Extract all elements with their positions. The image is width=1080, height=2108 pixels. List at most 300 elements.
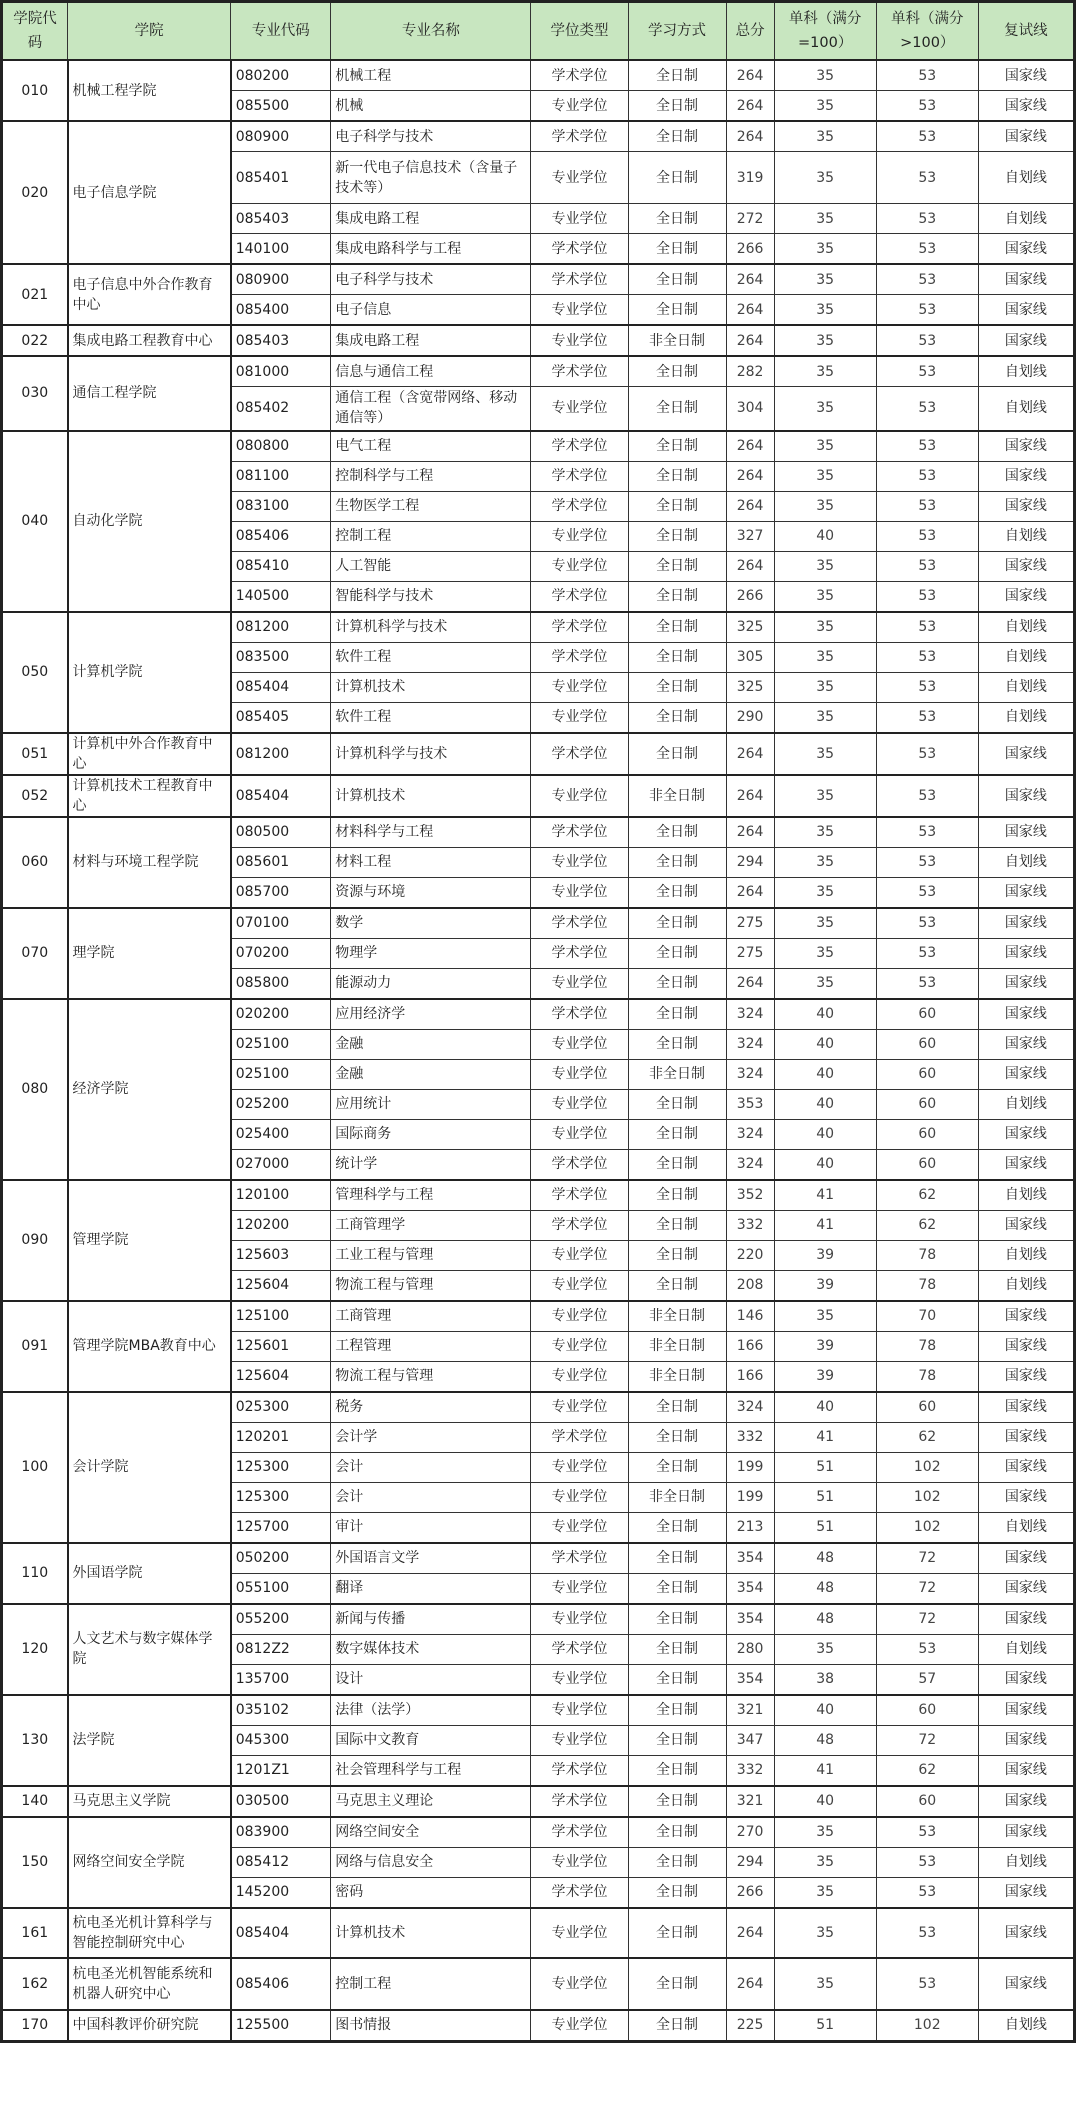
- college-name-cell: 管理学院MBA教育中心: [68, 1301, 231, 1392]
- major-code-cell: 120201: [231, 1422, 331, 1452]
- study-mode-cell: 全日制: [628, 356, 726, 387]
- major-name-cell: 物理学: [331, 938, 531, 968]
- study-mode-cell: 全日制: [628, 733, 726, 775]
- total-score-cell: 332: [726, 1210, 774, 1240]
- total-score-cell: 266: [726, 234, 774, 265]
- single-100-cell: 40: [774, 1786, 876, 1817]
- study-mode-cell: 全日制: [628, 521, 726, 551]
- table-row: [2, 1908, 1075, 1958]
- study-mode-cell: 全日制: [628, 1695, 726, 1726]
- degree-type-cell: 学术学位: [531, 612, 628, 643]
- college-code-cell: 130: [2, 1695, 68, 1786]
- total-score-cell: 264: [726, 1908, 774, 1958]
- major-code-cell: 050200: [231, 1543, 331, 1574]
- degree-type-cell: 专业学位: [531, 1331, 628, 1361]
- total-score-cell: 166: [726, 1361, 774, 1392]
- single-over-100-cell: 102: [876, 2010, 978, 2042]
- degree-type-cell: 专业学位: [531, 2010, 628, 2042]
- single-100-cell: 48: [774, 1543, 876, 1574]
- major-name-cell: 工商管理学: [331, 1210, 531, 1240]
- table-row: [2, 999, 1075, 1030]
- study-mode-cell: 全日制: [628, 234, 726, 265]
- degree-type-cell: 学术学位: [531, 1817, 628, 1848]
- table-row: [2, 1180, 1075, 1211]
- study-mode-cell: 全日制: [628, 121, 726, 152]
- college-name-cell: 杭电圣光机计算科学与智能控制研究中心: [68, 1908, 231, 1958]
- study-mode-cell: 全日制: [628, 612, 726, 643]
- header-major-name: 专业名称: [331, 2, 531, 61]
- single-over-100-cell: 60: [876, 1149, 978, 1180]
- college-code-cell: 020: [2, 121, 68, 264]
- study-mode-cell: 全日制: [628, 1422, 726, 1452]
- study-mode-cell: 全日制: [628, 817, 726, 848]
- single-over-100-cell: 72: [876, 1604, 978, 1635]
- retest-line-cell: 国家线: [978, 877, 1074, 908]
- college-code-cell: 030: [2, 356, 68, 431]
- major-name-cell: 数学: [331, 908, 531, 939]
- single-over-100-cell: 53: [876, 672, 978, 702]
- major-name-cell: 工业工程与管理: [331, 1240, 531, 1270]
- major-code-cell: 070100: [231, 908, 331, 939]
- total-score-cell: 272: [726, 204, 774, 234]
- single-100-cell: 41: [774, 1210, 876, 1240]
- major-code-cell: 030500: [231, 1786, 331, 1817]
- degree-type-cell: 专业学位: [531, 387, 628, 431]
- single-over-100-cell: 53: [876, 817, 978, 848]
- total-score-cell: 324: [726, 1149, 774, 1180]
- single-100-cell: 35: [774, 702, 876, 733]
- college-code-cell: 052: [2, 775, 68, 817]
- single-100-cell: 35: [774, 908, 876, 939]
- study-mode-cell: 全日制: [628, 642, 726, 672]
- major-name-cell: 管理科学与工程: [331, 1180, 531, 1211]
- major-code-cell: 027000: [231, 1149, 331, 1180]
- major-code-cell: 081200: [231, 733, 331, 775]
- table-row: [2, 1392, 1075, 1423]
- study-mode-cell: 全日制: [628, 491, 726, 521]
- table-row: [2, 431, 1075, 462]
- degree-type-cell: 学术学位: [531, 1634, 628, 1664]
- degree-type-cell: 专业学位: [531, 1301, 628, 1332]
- degree-type-cell: 专业学位: [531, 1958, 628, 2010]
- college-name-cell: 网络空间安全学院: [68, 1817, 231, 1908]
- study-mode-cell: 非全日制: [628, 775, 726, 817]
- college-name-cell: 杭电圣光机智能系统和机器人研究中心: [68, 1958, 231, 2010]
- single-100-cell: 40: [774, 1119, 876, 1149]
- single-over-100-cell: 53: [876, 325, 978, 356]
- college-name-cell: 集成电路工程教育中心: [68, 325, 231, 356]
- single-over-100-cell: 53: [876, 60, 978, 91]
- retest-line-cell: 自划线: [978, 672, 1074, 702]
- single-over-100-cell: 53: [876, 121, 978, 152]
- single-100-cell: 38: [774, 1664, 876, 1695]
- degree-type-cell: 学术学位: [531, 1543, 628, 1574]
- total-score-cell: 270: [726, 1817, 774, 1848]
- major-name-cell: 会计学: [331, 1422, 531, 1452]
- single-100-cell: 39: [774, 1270, 876, 1301]
- major-code-cell: 025200: [231, 1089, 331, 1119]
- single-over-100-cell: 102: [876, 1452, 978, 1482]
- college-name-cell: 法学院: [68, 1695, 231, 1786]
- major-name-cell: 工商管理: [331, 1301, 531, 1332]
- retest-line-cell: 自划线: [978, 2010, 1074, 2042]
- retest-line-cell: 国家线: [978, 431, 1074, 462]
- retest-line-cell: 国家线: [978, 1725, 1074, 1755]
- single-over-100-cell: 60: [876, 1059, 978, 1089]
- college-code-cell: 040: [2, 431, 68, 612]
- major-name-cell: 网络与信息安全: [331, 1847, 531, 1877]
- degree-type-cell: 学术学位: [531, 461, 628, 491]
- major-name-cell: 会计: [331, 1482, 531, 1512]
- single-over-100-cell: 53: [876, 152, 978, 204]
- study-mode-cell: 非全日制: [628, 1361, 726, 1392]
- degree-type-cell: 专业学位: [531, 775, 628, 817]
- degree-type-cell: 专业学位: [531, 521, 628, 551]
- major-name-cell: 电子信息: [331, 295, 531, 326]
- single-over-100-cell: 53: [876, 968, 978, 999]
- major-name-cell: 外国语言文学: [331, 1543, 531, 1574]
- single-over-100-cell: 62: [876, 1755, 978, 1786]
- study-mode-cell: 全日制: [628, 1664, 726, 1695]
- single-over-100-cell: 60: [876, 999, 978, 1030]
- table-row: [2, 1543, 1075, 1574]
- major-code-cell: 080900: [231, 264, 331, 295]
- single-over-100-cell: 53: [876, 612, 978, 643]
- total-score-cell: 220: [726, 1240, 774, 1270]
- total-score-cell: 166: [726, 1331, 774, 1361]
- major-code-cell: 083900: [231, 1817, 331, 1848]
- major-code-cell: 085700: [231, 877, 331, 908]
- header-degree-type: 学位类型: [531, 2, 628, 61]
- major-name-cell: 通信工程（含宽带网络、移动通信等）: [331, 387, 531, 431]
- degree-type-cell: 专业学位: [531, 1452, 628, 1482]
- single-over-100-cell: 53: [876, 295, 978, 326]
- major-code-cell: 085406: [231, 521, 331, 551]
- total-score-cell: 264: [726, 817, 774, 848]
- degree-type-cell: 学术学位: [531, 431, 628, 462]
- college-name-cell: 通信工程学院: [68, 356, 231, 431]
- major-name-cell: 材料工程: [331, 847, 531, 877]
- college-name-cell: 马克思主义学院: [68, 1786, 231, 1817]
- study-mode-cell: 全日制: [628, 1210, 726, 1240]
- major-name-cell: 计算机技术: [331, 775, 531, 817]
- retest-line-cell: 国家线: [978, 1573, 1074, 1604]
- college-name-cell: 管理学院: [68, 1180, 231, 1301]
- major-name-cell: 马克思主义理论: [331, 1786, 531, 1817]
- total-score-cell: 354: [726, 1604, 774, 1635]
- major-code-cell: 025100: [231, 1059, 331, 1089]
- table-row: [2, 775, 1075, 817]
- degree-type-cell: 专业学位: [531, 91, 628, 122]
- study-mode-cell: 非全日制: [628, 325, 726, 356]
- single-100-cell: 40: [774, 1089, 876, 1119]
- major-name-cell: 密码: [331, 1877, 531, 1908]
- degree-type-cell: 学术学位: [531, 1210, 628, 1240]
- total-score-cell: 325: [726, 612, 774, 643]
- major-code-cell: 125604: [231, 1270, 331, 1301]
- total-score-cell: 266: [726, 1877, 774, 1908]
- degree-type-cell: 专业学位: [531, 1512, 628, 1543]
- major-code-cell: 125300: [231, 1452, 331, 1482]
- single-100-cell: 40: [774, 1695, 876, 1726]
- major-name-cell: 电气工程: [331, 431, 531, 462]
- major-code-cell: 080900: [231, 121, 331, 152]
- single-100-cell: 35: [774, 325, 876, 356]
- study-mode-cell: 全日制: [628, 1270, 726, 1301]
- major-code-cell: 120100: [231, 1180, 331, 1211]
- single-100-cell: 35: [774, 121, 876, 152]
- retest-line-cell: 国家线: [978, 491, 1074, 521]
- major-name-cell: 国际中文教育: [331, 1725, 531, 1755]
- study-mode-cell: 全日制: [628, 1908, 726, 1958]
- single-over-100-cell: 53: [876, 551, 978, 581]
- single-over-100-cell: 53: [876, 702, 978, 733]
- college-name-cell: 机械工程学院: [68, 60, 231, 121]
- degree-type-cell: 学术学位: [531, 356, 628, 387]
- total-score-cell: 199: [726, 1452, 774, 1482]
- single-100-cell: 51: [774, 2010, 876, 2042]
- total-score-cell: 321: [726, 1786, 774, 1817]
- total-score-cell: 264: [726, 551, 774, 581]
- table-row: [2, 356, 1075, 387]
- major-code-cell: 085405: [231, 702, 331, 733]
- college-code-cell: 162: [2, 1958, 68, 2010]
- single-100-cell: 35: [774, 877, 876, 908]
- total-score-cell: 199: [726, 1482, 774, 1512]
- college-name-cell: 材料与环境工程学院: [68, 817, 231, 908]
- single-over-100-cell: 53: [876, 431, 978, 462]
- total-score-cell: 324: [726, 1059, 774, 1089]
- single-over-100-cell: 78: [876, 1240, 978, 1270]
- degree-type-cell: 专业学位: [531, 847, 628, 877]
- degree-type-cell: 学术学位: [531, 1180, 628, 1211]
- total-score-cell: 264: [726, 1958, 774, 2010]
- table-row: [2, 60, 1075, 91]
- single-100-cell: 35: [774, 60, 876, 91]
- college-code-cell: 100: [2, 1392, 68, 1543]
- single-over-100-cell: 53: [876, 461, 978, 491]
- major-code-cell: 080500: [231, 817, 331, 848]
- degree-type-cell: 专业学位: [531, 1664, 628, 1695]
- major-name-cell: 网络空间安全: [331, 1817, 531, 1848]
- college-code-cell: 120: [2, 1604, 68, 1695]
- study-mode-cell: 非全日制: [628, 1482, 726, 1512]
- college-code-cell: 021: [2, 264, 68, 325]
- total-score-cell: 294: [726, 1847, 774, 1877]
- retest-line-cell: 国家线: [978, 938, 1074, 968]
- total-score-cell: 264: [726, 877, 774, 908]
- single-over-100-cell: 53: [876, 847, 978, 877]
- total-score-cell: 264: [726, 325, 774, 356]
- study-mode-cell: 全日制: [628, 1958, 726, 2010]
- single-over-100-cell: 78: [876, 1361, 978, 1392]
- degree-type-cell: 专业学位: [531, 204, 628, 234]
- major-name-cell: 统计学: [331, 1149, 531, 1180]
- retest-line-cell: 国家线: [978, 1664, 1074, 1695]
- degree-type-cell: 专业学位: [531, 551, 628, 581]
- total-score-cell: 275: [726, 938, 774, 968]
- college-name-cell: 计算机学院: [68, 612, 231, 733]
- retest-line-cell: 自划线: [978, 612, 1074, 643]
- study-mode-cell: 全日制: [628, 672, 726, 702]
- major-code-cell: 020200: [231, 999, 331, 1030]
- single-100-cell: 35: [774, 1847, 876, 1877]
- retest-line-cell: 国家线: [978, 1958, 1074, 2010]
- single-over-100-cell: 53: [876, 264, 978, 295]
- single-100-cell: 35: [774, 733, 876, 775]
- table-row: [2, 1958, 1075, 2010]
- total-score-cell: 332: [726, 1422, 774, 1452]
- single-over-100-cell: 53: [876, 1634, 978, 1664]
- study-mode-cell: 全日制: [628, 551, 726, 581]
- single-over-100-cell: 60: [876, 1119, 978, 1149]
- single-100-cell: 48: [774, 1725, 876, 1755]
- major-code-cell: 085402: [231, 387, 331, 431]
- major-code-cell: 035102: [231, 1695, 331, 1726]
- single-100-cell: 35: [774, 431, 876, 462]
- major-code-cell: 085403: [231, 204, 331, 234]
- single-over-100-cell: 53: [876, 1847, 978, 1877]
- table-row: [2, 121, 1075, 152]
- total-score-cell: 264: [726, 60, 774, 91]
- major-code-cell: 125604: [231, 1361, 331, 1392]
- college-code-cell: 140: [2, 1786, 68, 1817]
- major-name-cell: 国际商务: [331, 1119, 531, 1149]
- study-mode-cell: 全日制: [628, 968, 726, 999]
- retest-line-cell: 自划线: [978, 204, 1074, 234]
- major-name-cell: 计算机技术: [331, 1908, 531, 1958]
- single-100-cell: 35: [774, 234, 876, 265]
- total-score-cell: 354: [726, 1543, 774, 1574]
- single-over-100-cell: 53: [876, 1817, 978, 1848]
- total-score-cell: 332: [726, 1755, 774, 1786]
- degree-type-cell: 专业学位: [531, 1725, 628, 1755]
- single-100-cell: 40: [774, 521, 876, 551]
- single-over-100-cell: 53: [876, 877, 978, 908]
- major-code-cell: 055100: [231, 1573, 331, 1604]
- total-score-cell: 325: [726, 672, 774, 702]
- total-score-cell: 305: [726, 642, 774, 672]
- major-name-cell: 会计: [331, 1452, 531, 1482]
- total-score-cell: 324: [726, 999, 774, 1030]
- total-score-cell: 324: [726, 1392, 774, 1423]
- college-code-cell: 161: [2, 1908, 68, 1958]
- single-100-cell: 35: [774, 1634, 876, 1664]
- retest-line-cell: 国家线: [978, 1786, 1074, 1817]
- major-code-cell: 070200: [231, 938, 331, 968]
- degree-type-cell: 专业学位: [531, 152, 628, 204]
- study-mode-cell: 非全日制: [628, 1059, 726, 1089]
- major-code-cell: 085404: [231, 672, 331, 702]
- single-over-100-cell: 60: [876, 1392, 978, 1423]
- study-mode-cell: 全日制: [628, 877, 726, 908]
- major-name-cell: 控制工程: [331, 1958, 531, 2010]
- retest-line-cell: 自划线: [978, 642, 1074, 672]
- single-100-cell: 35: [774, 1877, 876, 1908]
- major-name-cell: 智能科学与技术: [331, 581, 531, 612]
- single-over-100-cell: 72: [876, 1573, 978, 1604]
- single-100-cell: 35: [774, 1301, 876, 1332]
- major-code-cell: 085406: [231, 1958, 331, 2010]
- study-mode-cell: 全日制: [628, 999, 726, 1030]
- single-100-cell: 41: [774, 1422, 876, 1452]
- total-score-cell: 213: [726, 1512, 774, 1543]
- study-mode-cell: 全日制: [628, 847, 726, 877]
- single-over-100-cell: 53: [876, 775, 978, 817]
- single-100-cell: 40: [774, 1392, 876, 1423]
- retest-line-cell: 国家线: [978, 733, 1074, 775]
- retest-line-cell: 国家线: [978, 1817, 1074, 1848]
- total-score-cell: 282: [726, 356, 774, 387]
- degree-type-cell: 专业学位: [531, 1392, 628, 1423]
- study-mode-cell: 全日制: [628, 1604, 726, 1635]
- single-100-cell: 35: [774, 491, 876, 521]
- total-score-cell: 264: [726, 295, 774, 326]
- degree-type-cell: 专业学位: [531, 1908, 628, 1958]
- retest-line-cell: 自划线: [978, 847, 1074, 877]
- retest-line-cell: 国家线: [978, 1331, 1074, 1361]
- table-row: [2, 1301, 1075, 1332]
- single-100-cell: 35: [774, 817, 876, 848]
- single-over-100-cell: 53: [876, 733, 978, 775]
- major-name-cell: 能源动力: [331, 968, 531, 999]
- retest-line-cell: 自划线: [978, 1180, 1074, 1211]
- retest-line-cell: 自划线: [978, 1847, 1074, 1877]
- degree-type-cell: 学术学位: [531, 581, 628, 612]
- single-over-100-cell: 53: [876, 91, 978, 122]
- single-over-100-cell: 102: [876, 1482, 978, 1512]
- major-code-cell: 081000: [231, 356, 331, 387]
- major-code-cell: 125100: [231, 1301, 331, 1332]
- college-code-cell: 090: [2, 1180, 68, 1301]
- college-code-cell: 010: [2, 60, 68, 121]
- retest-line-cell: 国家线: [978, 1604, 1074, 1635]
- major-code-cell: 145200: [231, 1877, 331, 1908]
- major-name-cell: 生物医学工程: [331, 491, 531, 521]
- single-over-100-cell: 60: [876, 1786, 978, 1817]
- single-100-cell: 35: [774, 1817, 876, 1848]
- major-code-cell: 085601: [231, 847, 331, 877]
- retest-line-cell: 国家线: [978, 581, 1074, 612]
- table-row: [2, 1604, 1075, 1635]
- major-code-cell: 025100: [231, 1029, 331, 1059]
- total-score-cell: 264: [726, 431, 774, 462]
- single-100-cell: 40: [774, 1059, 876, 1089]
- single-over-100-cell: 102: [876, 1512, 978, 1543]
- major-code-cell: 083100: [231, 491, 331, 521]
- retest-line-cell: 国家线: [978, 1695, 1074, 1726]
- degree-type-cell: 学术学位: [531, 1149, 628, 1180]
- total-score-cell: 264: [726, 91, 774, 122]
- study-mode-cell: 全日制: [628, 1149, 726, 1180]
- degree-type-cell: 专业学位: [531, 1240, 628, 1270]
- study-mode-cell: 全日制: [628, 60, 726, 91]
- retest-line-cell: 国家线: [978, 264, 1074, 295]
- table-row: [2, 2010, 1075, 2042]
- college-code-cell: 022: [2, 325, 68, 356]
- major-code-cell: 125603: [231, 1240, 331, 1270]
- major-code-cell: 045300: [231, 1725, 331, 1755]
- single-over-100-cell: 62: [876, 1210, 978, 1240]
- major-code-cell: 080200: [231, 60, 331, 91]
- major-code-cell: 125601: [231, 1331, 331, 1361]
- single-over-100-cell: 53: [876, 581, 978, 612]
- college-name-cell: 外国语学院: [68, 1543, 231, 1604]
- major-name-cell: 电子科学与技术: [331, 121, 531, 152]
- major-code-cell: 125500: [231, 2010, 331, 2042]
- major-code-cell: 085404: [231, 1908, 331, 1958]
- college-name-cell: 人文艺术与数字媒体学院: [68, 1604, 231, 1695]
